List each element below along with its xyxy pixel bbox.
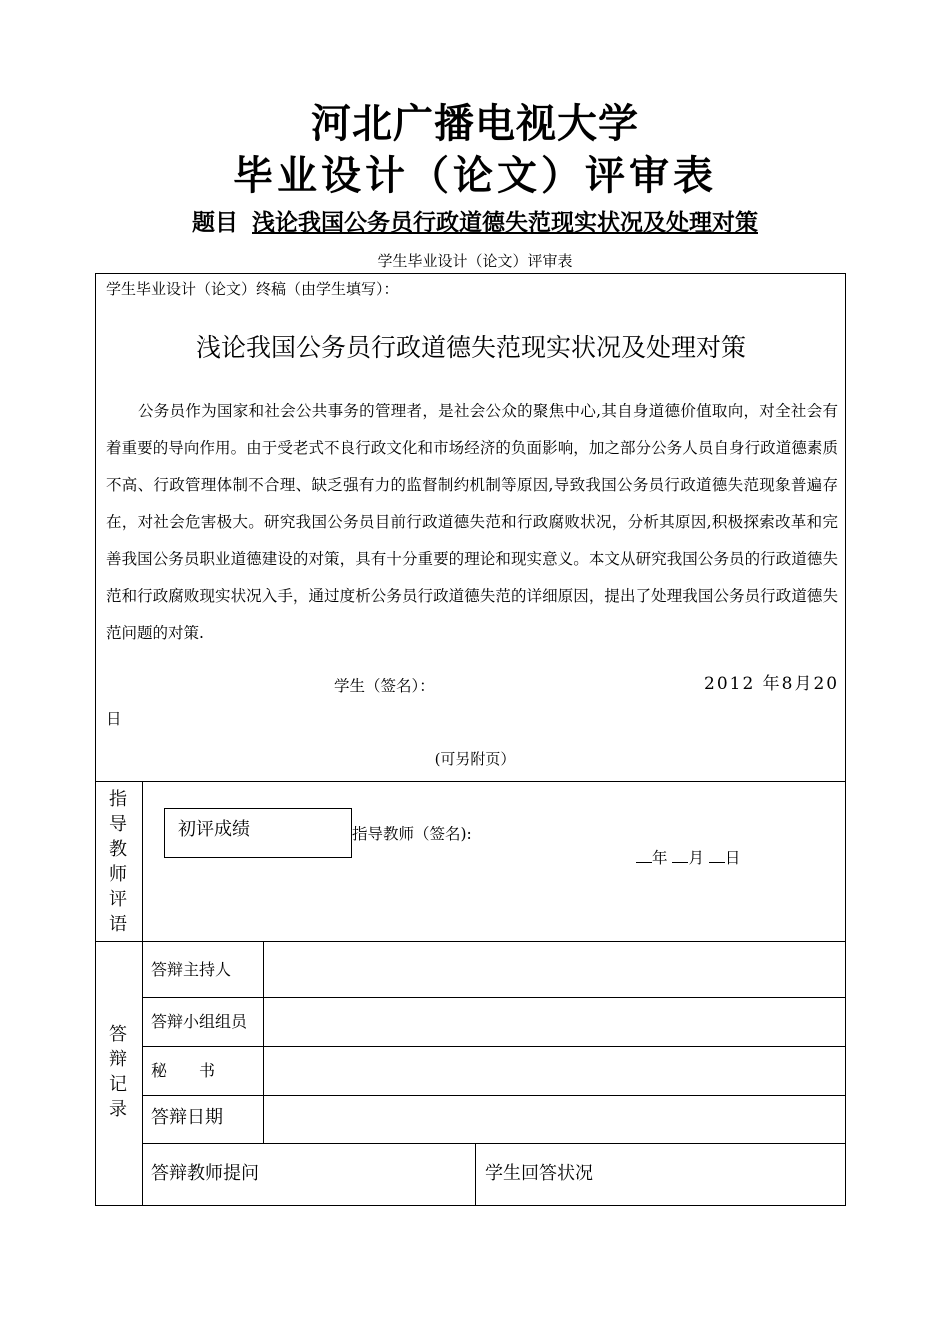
- vertical-char: 答: [109, 1024, 127, 1045]
- defense-secretary-label: 秘 书: [151, 1061, 216, 1080]
- defense-date-field[interactable]: [264, 1096, 844, 1142]
- topic-line: [0, 206, 950, 240]
- vertical-char: 师: [109, 864, 127, 885]
- initial-score-box[interactable]: 初评成绩: [164, 808, 352, 858]
- vertical-char: 辩: [109, 1049, 127, 1070]
- thesis-title: 浅论我国公务员行政道德失范现实状况及处理对策: [195, 333, 746, 362]
- student-signature-day: 日: [106, 710, 122, 728]
- year-blank[interactable]: [636, 848, 652, 863]
- vertical-char: 导: [109, 814, 127, 835]
- university-title: 河北广播电视大学: [311, 101, 639, 147]
- advisor-date: [636, 847, 740, 869]
- row-divider: [142, 1143, 845, 1144]
- advisor-vertical-label: [96, 787, 140, 937]
- vertical-char: 教: [109, 839, 127, 860]
- vertical-char: 语: [109, 914, 127, 935]
- column-divider: [142, 781, 143, 1205]
- table-caption: 学生毕业设计（论文）评审表: [377, 252, 573, 270]
- student-prompt: 学生毕业设计（论文）终稿（由学生填写）：: [106, 280, 399, 298]
- student-signature-date: 2012 年8月20: [704, 674, 840, 694]
- defense-questions-label: 答辩教师提问: [151, 1163, 259, 1184]
- topic-value: 浅论我国公务员行政道德失范现实状况及处理对策: [252, 209, 758, 236]
- vertical-char: 记: [109, 1074, 127, 1095]
- form-title: 毕业设计（论文）评审表: [233, 153, 717, 199]
- vertical-char: 录: [109, 1099, 127, 1120]
- year-label: 年: [652, 849, 668, 867]
- defense-members-field[interactable]: [264, 998, 844, 1045]
- row-divider: [96, 781, 845, 782]
- student-signature-label: 学生（签名）：: [334, 677, 435, 695]
- defense-date-label: 答辩日期: [151, 1107, 223, 1128]
- vertical-char: 评: [109, 889, 127, 910]
- attachment-note: (可另附页）: [434, 750, 516, 768]
- topic-label: 题目: [192, 209, 238, 236]
- advisor-signature-label: 指导教师（签名):: [352, 825, 472, 843]
- vertical-char: 指: [109, 789, 127, 810]
- defense-secretary-field[interactable]: [264, 1047, 844, 1094]
- defense-vertical-label: [96, 1022, 140, 1122]
- defense-host-label: 答辩主持人: [151, 960, 232, 979]
- month-label: 月: [688, 849, 704, 867]
- month-blank[interactable]: [672, 848, 688, 863]
- day-blank[interactable]: [709, 848, 725, 863]
- defense-answers-label: 学生回答状况: [485, 1163, 593, 1184]
- abstract-text: 公务员作为国家和社会公共事务的管理者，是社会公众的聚焦中心,其自身道德价值取向，对全社会有着重要的导向作用。由于受老式不良行政文化和市场经济的负面影响，加之部分公务人员自身行政道德素质不高、行政管理体制不合理、缺乏强有力的监督制约机制等原因,导致我国公务员行政道德失范现象普遍存在，对社会危害极大。研究我国公务员目前行政道德失范和行政腐败状况，分析其原因,积极探索改革和完善我国公务员职业道德建设的对策，具有十分重要的理论和现实意义。本文从研究我国公务员的行政道德失范和行政腐败现实状况入手，通过度析公务员行政道德失范的详细原因，提出了处理我国公务员行政道德失范问题的对策.: [106, 402, 838, 642]
- column-divider: [475, 1143, 476, 1205]
- defense-members-label: 答辩小组组员: [151, 1012, 248, 1031]
- day-label: 日: [724, 849, 741, 867]
- defense-host-field[interactable]: [264, 942, 844, 996]
